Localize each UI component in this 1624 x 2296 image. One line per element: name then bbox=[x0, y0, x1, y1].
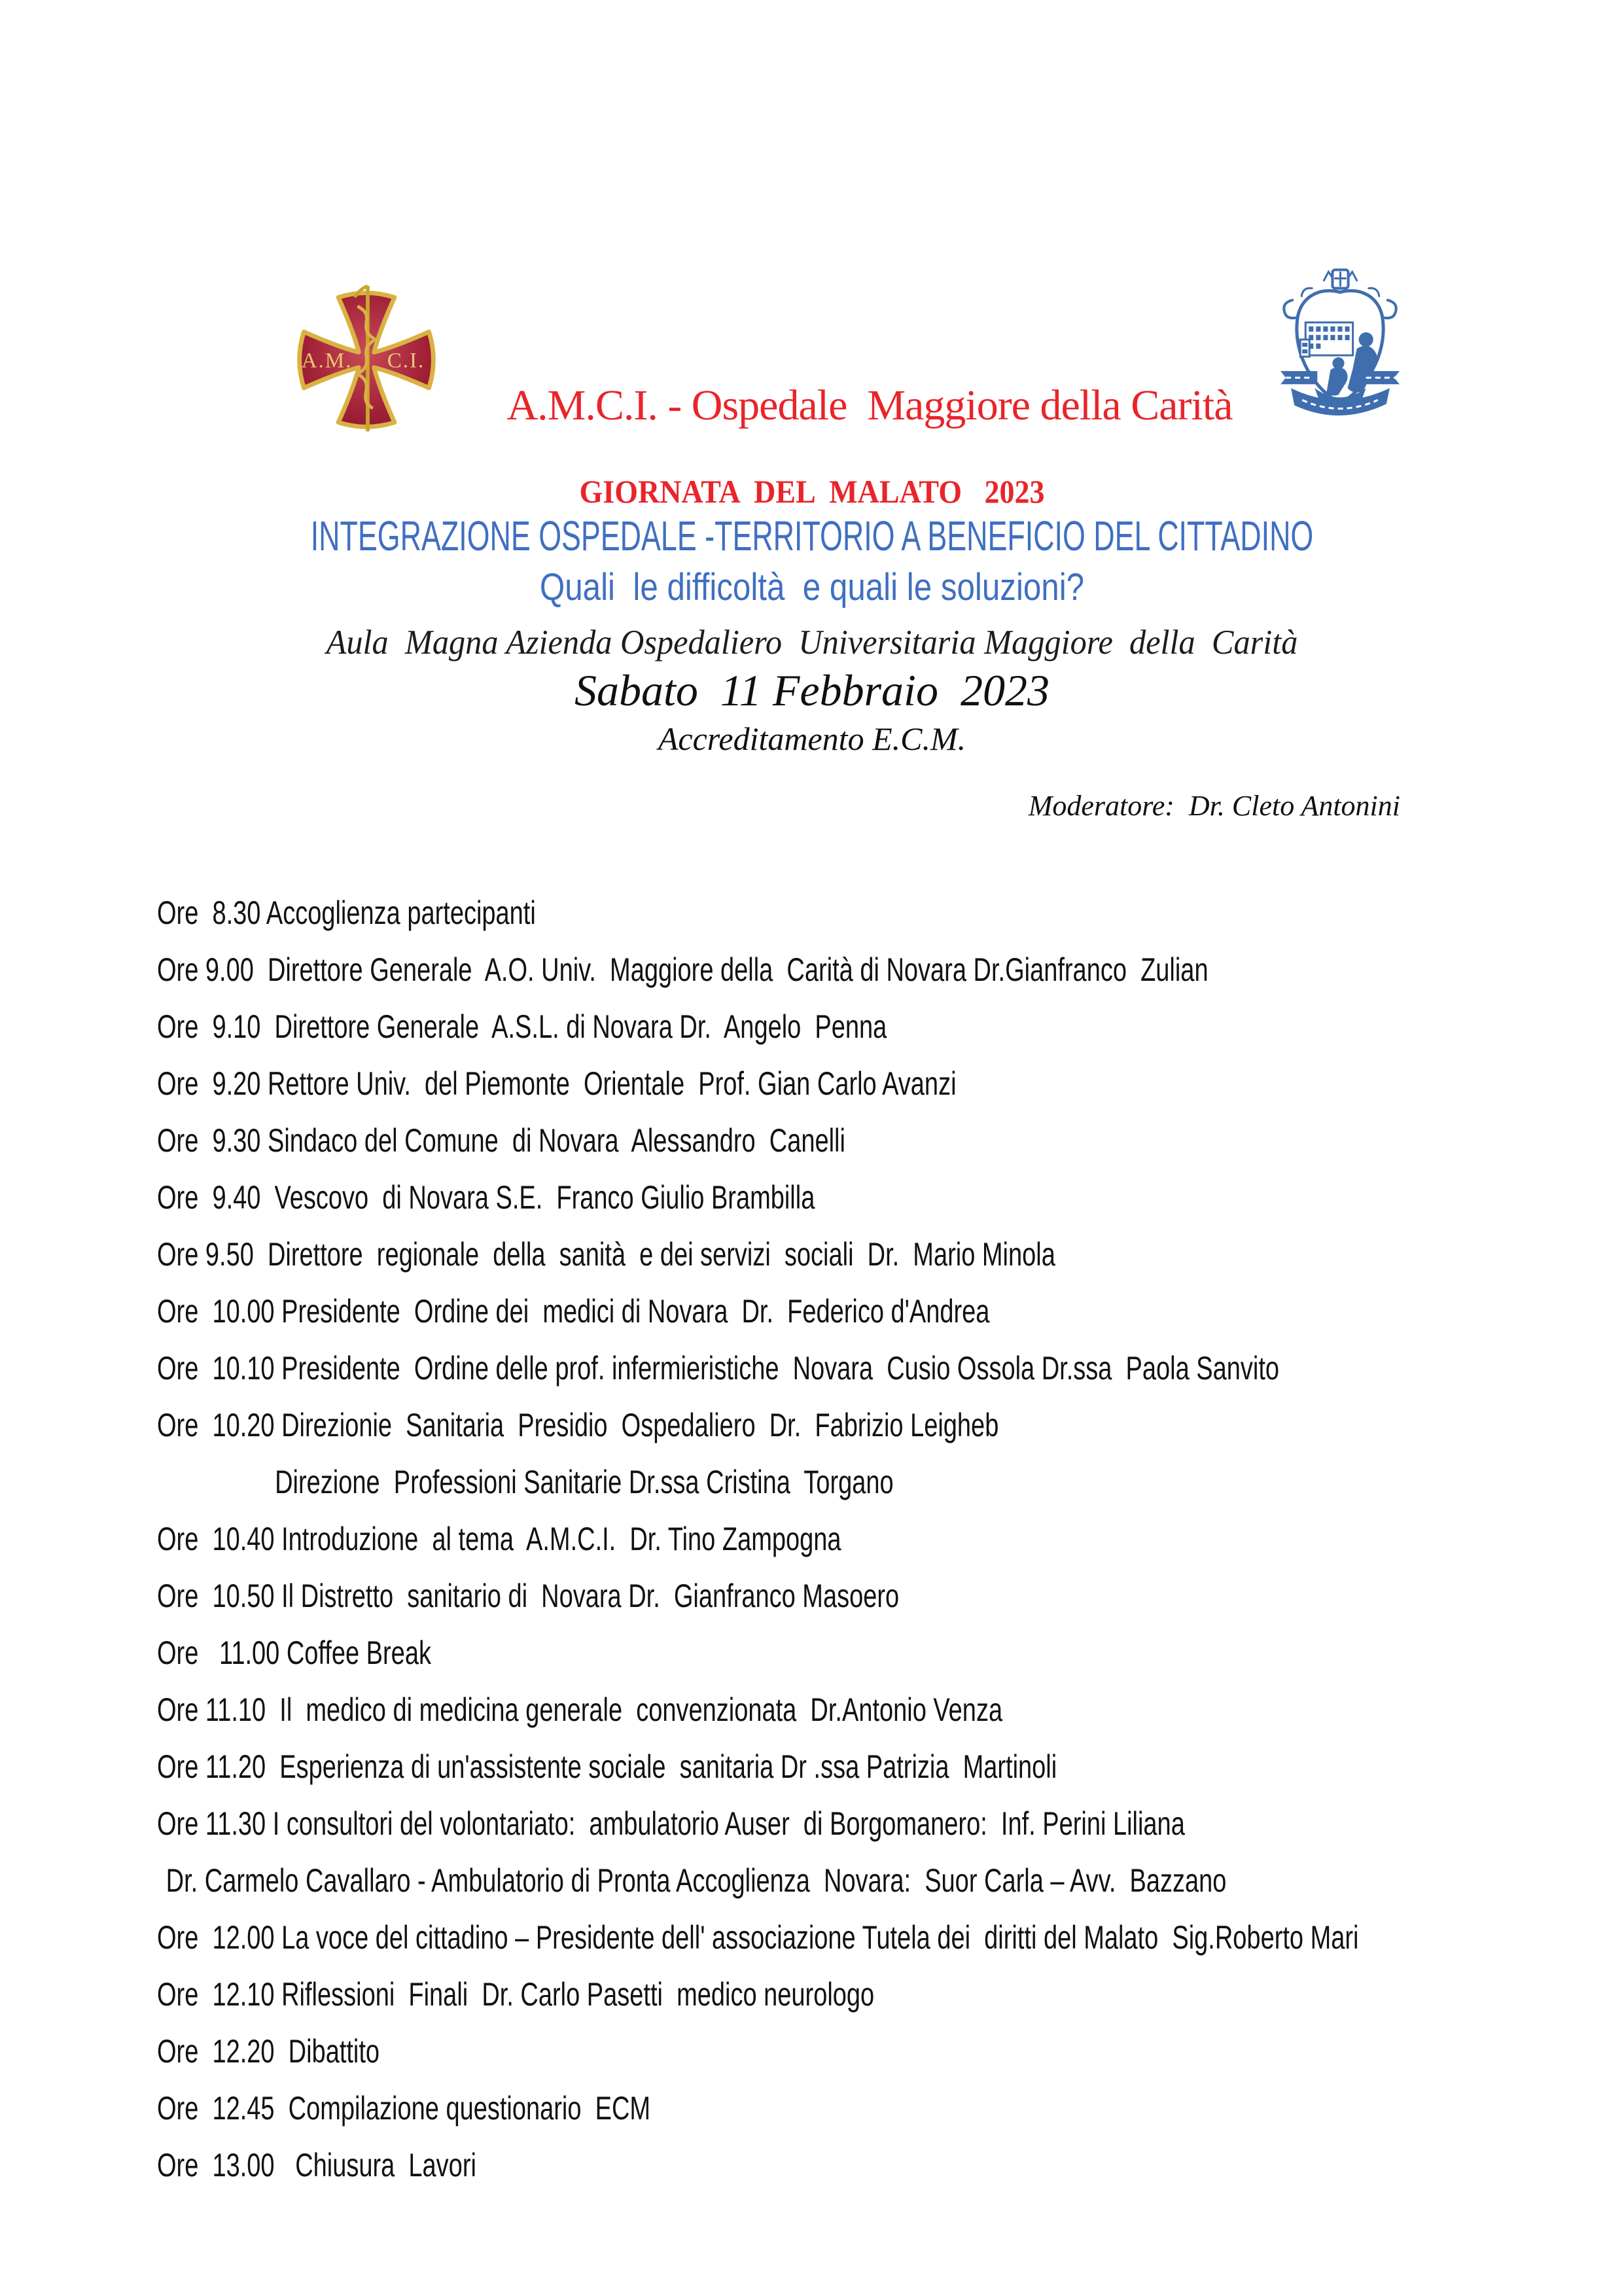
schedule-line: Ore 9.10 Direttore Generale A.S.L. di Novara Dr. Angelo Penna bbox=[157, 1008, 887, 1045]
event-title: GIORNATA DEL MALATO 2023 bbox=[579, 473, 1045, 510]
venue-line: Aula Magna Azienda Ospedaliero Universitaria Maggiore della Carità bbox=[326, 624, 1298, 662]
schedule-line: Ore 11.10 Il medico di medicina generale convenzionata Dr.Antonio Venza bbox=[157, 1691, 1003, 1728]
schedule-line: Ore 9.40 Vescovo di Novara S.E. Franco Giulio Brambilla bbox=[157, 1179, 815, 1216]
schedule-list bbox=[157, 885, 1624, 2194]
schedule-line: Ore 10.20 Direzionie Sanitaria Presidio Ospedaliero Dr. Fabrizio Leigheb bbox=[157, 1407, 999, 1443]
schedule-line: Ore 9.50 Direttore regionale della sanità e dei servizi sociali Dr. Mario Minola bbox=[157, 1236, 1055, 1273]
event-subtitle-caps: INTEGRAZIONE OSPEDALE -TERRITORIO A BENEFICIO DEL CITTADINO bbox=[310, 512, 1314, 559]
crest-building bbox=[1300, 323, 1352, 357]
schedule-line: Ore 12.20 Dibattito bbox=[157, 2033, 380, 2070]
schedule-line: Direzione Professioni Sanitarie Dr.ssa Cristina Torgano bbox=[275, 1464, 894, 1500]
schedule-line: Ore 10.40 Introduzione al tema A.M.C.I. Dr. Tino Zampogna bbox=[157, 1521, 841, 1557]
schedule-line: Ore 12.00 La voce del cittadino – Presidente dell' associazione Tutela dei diritti del Malato Sig.Roberto Mari bbox=[157, 1919, 1359, 1956]
schedule-line: Dr. Carmelo Cavallaro - Ambulatorio di Pronta Accoglienza Novara: Suor Carla – Avv. Bazzano bbox=[166, 1862, 1227, 1899]
schedule-line: Ore 10.50 Il Distretto sanitario di Novara Dr. Gianfranco Masoero bbox=[157, 1578, 900, 1614]
schedule-line: Ore 11.20 Esperienza di un'assistente sociale sanitaria Dr .ssa Patrizia Martinoli bbox=[157, 1748, 1057, 1785]
schedule-line: Ore 8.30 Accoglienza partecipanti bbox=[157, 894, 536, 931]
schedule-line: Ore 9.30 Sindaco del Comune di Novara Alessandro Canelli bbox=[157, 1122, 845, 1159]
schedule-line: Ore 10.00 Presidente Ordine dei medici di Novara Dr. Federico d'Andrea bbox=[157, 1293, 990, 1330]
schedule-line: Ore 9.00 Direttore Generale A.O. Univ. Maggiore della Carità di Novara Dr.Gianfranco Zulian bbox=[157, 951, 1209, 988]
schedule-line: Ore 12.45 Compilazione questionario ECM bbox=[157, 2090, 651, 2127]
schedule-line: Ore 12.10 Riflessioni Finali Dr. Carlo Pasetti medico neurologo bbox=[157, 1976, 875, 2013]
organization-title: A.M.C.I. - Ospedale Maggiore della Carità bbox=[506, 381, 1233, 429]
event-date: Sabato 11 Febbraio 2023 bbox=[574, 665, 1050, 715]
amci-right-letters: C.I. bbox=[387, 348, 425, 373]
schedule-line: Ore 11.30 I consultori del volontariato: ambulatorio Auser di Borgomanero: Inf. Perini Liliana bbox=[157, 1805, 1185, 1842]
moderator-line: Moderatore: Dr. Cleto Antonini bbox=[1028, 790, 1400, 822]
event-subtitle-question: Quali le difficoltà e quali le soluzioni? bbox=[539, 566, 1085, 609]
schedule-line: Ore 13.00 Chiusura Lavori bbox=[157, 2147, 476, 2183]
schedule-line: Ore 10.10 Presidente Ordine delle prof. infermieristiche Novara Cusio Ossola Dr.ssa Paola Sanvito bbox=[157, 1350, 1280, 1386]
accreditation-note: Accreditamento E.C.M. bbox=[658, 720, 966, 757]
schedule-line: Ore 9.20 Rettore Univ. del Piemonte Orientale Prof. Gian Carlo Avanzi bbox=[157, 1065, 957, 1102]
amci-left-letters: A.M. bbox=[301, 348, 353, 373]
schedule-line: Ore 11.00 Coffee Break bbox=[157, 1634, 431, 1671]
